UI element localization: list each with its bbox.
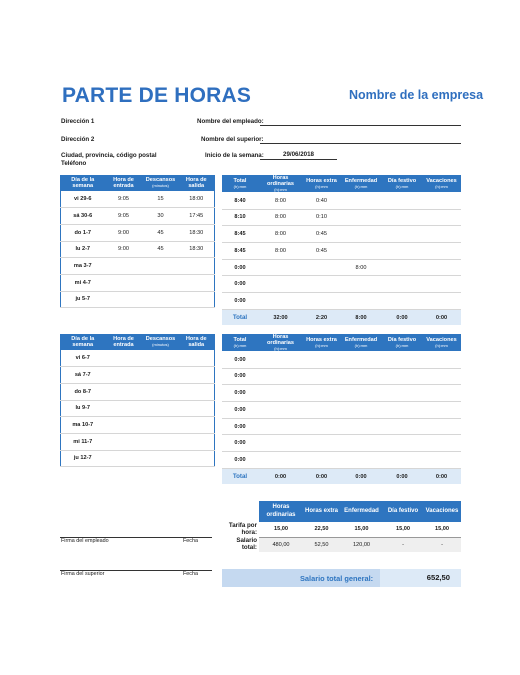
employee-name-field[interactable]: [260, 117, 461, 126]
regular-cell[interactable]: [258, 259, 303, 276]
rate-col-header: Horas ordinarias: [259, 501, 303, 522]
hourly-rate-value[interactable]: 15,00: [423, 522, 461, 537]
holiday-header-unit: (h):mm: [395, 183, 409, 189]
holiday-cell[interactable]: [382, 452, 422, 469]
col-overtime-header: [303, 175, 340, 192]
total-cell: 0:00: [222, 351, 258, 368]
address2-label: Dirección 2: [61, 136, 95, 143]
breaks-sub: (minutos): [152, 341, 169, 347]
day-cell: ma 10-7: [61, 417, 105, 434]
total-header-label: Total: [233, 178, 247, 185]
breaks-cell[interactable]: [143, 383, 179, 400]
time-in-cell[interactable]: [105, 417, 143, 434]
vacation-cell[interactable]: [422, 293, 461, 310]
table-row: [61, 291, 215, 308]
table-row: [222, 385, 461, 402]
week2-time-table: [60, 334, 215, 467]
breaks-cell[interactable]: [143, 367, 179, 384]
overtime-cell[interactable]: [303, 259, 340, 276]
total-label-cell: Total: [222, 309, 258, 325]
total-cell: 0:00: [222, 402, 258, 419]
breaks-cell[interactable]: [143, 433, 179, 450]
hourly-rate-value[interactable]: 15,00: [340, 522, 383, 537]
salary-value: 120,00: [340, 537, 383, 552]
col-out-header: Hora de salida: [179, 334, 215, 350]
table-row: [61, 367, 215, 384]
total-regular-cell: 32:00: [258, 309, 303, 325]
table-row: [222, 351, 461, 368]
sick-cell[interactable]: [340, 385, 382, 402]
salary-row: [222, 537, 461, 552]
sick-cell[interactable]: [340, 368, 382, 385]
time-in-cell[interactable]: 9:00: [105, 241, 143, 258]
total-vacation-cell: 0:00: [422, 309, 461, 325]
table-row: [222, 209, 461, 226]
vacation-cell[interactable]: [422, 351, 461, 368]
grand-total-label: Salario total general:: [300, 574, 374, 583]
sick-cell[interactable]: [340, 276, 382, 293]
supervisor-name-field[interactable]: [260, 135, 461, 144]
holiday-cell[interactable]: [382, 385, 422, 402]
total-overtime-cell: 2:20: [303, 309, 340, 325]
col-breaks-header: [143, 175, 179, 191]
rate-col-header: Vacaciones: [423, 501, 461, 522]
vacation-cell[interactable]: [422, 385, 461, 402]
time-out-cell[interactable]: 18:30: [179, 241, 215, 258]
time-in-cell[interactable]: [105, 433, 143, 450]
time-in-cell[interactable]: 9:05: [105, 191, 143, 208]
table-row: [222, 368, 461, 385]
vacation-cell[interactable]: [422, 226, 461, 243]
total-cell: 0:00: [222, 452, 258, 469]
overtime-cell[interactable]: [303, 418, 340, 435]
col-overtime-header: [303, 334, 340, 351]
total-header-unit: (h):mm: [233, 342, 247, 348]
day-cell: do 8-7: [61, 383, 105, 400]
total-cell: 8:40: [222, 192, 258, 209]
table-row: [61, 350, 215, 367]
rate-col-header: Horas extra: [303, 501, 340, 522]
holiday-header-label: Día festivo: [387, 178, 417, 185]
employee-date-label: Fecha: [183, 538, 198, 544]
table-row: [61, 383, 215, 400]
breaks-cell[interactable]: [143, 400, 179, 417]
regular-cell[interactable]: 8:00: [258, 226, 303, 243]
breaks-cell[interactable]: [143, 258, 179, 275]
vacation-cell[interactable]: [422, 452, 461, 469]
sick-cell[interactable]: [340, 209, 382, 226]
vacation-cell[interactable]: [422, 192, 461, 209]
holiday-cell[interactable]: [382, 293, 422, 310]
table-row: [61, 450, 215, 467]
day-cell: ju 12-7: [61, 450, 105, 467]
supervisor-date-label: Fecha: [183, 571, 198, 577]
col-total-header: [222, 334, 258, 351]
table-row: [222, 226, 461, 243]
time-out-cell[interactable]: 18:30: [179, 224, 215, 241]
regular-header-unit: (h):mm: [274, 186, 287, 192]
table-row: [222, 259, 461, 276]
holiday-cell[interactable]: [382, 226, 422, 243]
holiday-cell[interactable]: [382, 351, 422, 368]
day-cell: lu 2-7: [61, 241, 105, 258]
vacation-cell[interactable]: [422, 418, 461, 435]
city-label: Ciudad, provincia, código postal: [61, 152, 157, 159]
time-in-cell[interactable]: [105, 400, 143, 417]
overtime-cell[interactable]: [303, 351, 340, 368]
grand-total-value: 652,50: [380, 569, 461, 587]
time-out-cell[interactable]: [179, 258, 215, 275]
overtime-cell[interactable]: [303, 276, 340, 293]
week1-time-table: [60, 175, 215, 308]
regular-header-unit: (h):mm: [274, 345, 287, 351]
overtime-cell[interactable]: [303, 452, 340, 469]
day-cell: ma 3-7: [61, 258, 105, 275]
time-out-cell[interactable]: [179, 383, 215, 400]
time-out-cell[interactable]: [179, 367, 215, 384]
sick-header-label: Enfermedad: [344, 337, 378, 344]
table-row: [222, 243, 461, 260]
vacation-cell[interactable]: [422, 435, 461, 452]
breaks-cell[interactable]: [143, 350, 179, 367]
regular-cell[interactable]: 8:00: [258, 192, 303, 209]
week2-hours-table: [222, 334, 461, 484]
overtime-cell[interactable]: [303, 368, 340, 385]
holiday-cell[interactable]: [382, 402, 422, 419]
day-cell: sá 30-6: [61, 208, 105, 225]
regular-cell[interactable]: [258, 418, 303, 435]
day-cell: mi 11-7: [61, 433, 105, 450]
salary-value: -: [423, 537, 461, 552]
vacation-header-unit: (h):mm: [435, 183, 448, 189]
sick-cell[interactable]: [340, 351, 382, 368]
table-row: [222, 452, 461, 469]
col-vacation-header: [422, 175, 461, 192]
breaks-cell[interactable]: [143, 417, 179, 434]
total-cell: 0:00: [222, 418, 258, 435]
day-cell: vi 6-7: [61, 350, 105, 367]
supervisor-name-label: Nombre del superior:: [201, 136, 264, 143]
table-row: [222, 435, 461, 452]
time-in-cell[interactable]: [105, 258, 143, 275]
col-holiday-header: [382, 175, 422, 192]
hourly-rate-label: Tarifa por hora:: [222, 522, 259, 537]
sick-cell[interactable]: [340, 452, 382, 469]
regular-cell[interactable]: [258, 385, 303, 402]
employee-signature-label: Firma del empleado: [61, 538, 109, 544]
table-row: [61, 224, 215, 241]
time-out-cell[interactable]: [179, 400, 215, 417]
vacation-cell[interactable]: [422, 368, 461, 385]
breaks-cell[interactable]: 15: [143, 191, 179, 208]
vacation-cell[interactable]: [422, 209, 461, 226]
total-overtime-cell: 0:00: [303, 468, 340, 484]
sick-cell[interactable]: 8:00: [340, 259, 382, 276]
table-row: [61, 241, 215, 258]
day-cell: sá 7-7: [61, 367, 105, 384]
table-row: [61, 274, 215, 291]
sick-header-unit: (h):mm: [354, 342, 368, 348]
total-cell: 8:10: [222, 209, 258, 226]
overtime-cell[interactable]: [303, 385, 340, 402]
col-total-header: [222, 175, 258, 192]
vacation-header-label: Vacaciones: [426, 178, 457, 185]
day-cell: vi 29-6: [61, 191, 105, 208]
time-out-cell[interactable]: [179, 350, 215, 367]
time-in-cell[interactable]: [105, 350, 143, 367]
table-row: [222, 402, 461, 419]
col-in-header: Hora de entrada: [105, 334, 143, 350]
hourly-rate-value[interactable]: 15,00: [383, 522, 423, 537]
col-day-header: Día de la semana: [61, 334, 105, 350]
salary-label: Salario total:: [222, 537, 259, 552]
regular-cell[interactable]: [258, 402, 303, 419]
time-out-cell[interactable]: 18:00: [179, 191, 215, 208]
col-day-header: Día de la semana: [61, 175, 105, 191]
overtime-header-label: Horas extra: [306, 337, 337, 344]
hourly-rate-value[interactable]: 22,50: [303, 522, 340, 537]
breaks-cell[interactable]: 30: [143, 208, 179, 225]
holiday-cell[interactable]: [382, 259, 422, 276]
time-in-cell[interactable]: 9:00: [105, 224, 143, 241]
rate-col-header: Enfermedad: [340, 501, 383, 522]
table-row: [61, 208, 215, 225]
regular-cell[interactable]: [258, 276, 303, 293]
total-sick-cell: 8:00: [340, 309, 382, 325]
time-out-cell[interactable]: [179, 291, 215, 308]
company-name: Nombre de la empresa: [349, 88, 484, 102]
total-cell: 0:00: [222, 259, 258, 276]
page-title: PARTE DE HORAS: [62, 84, 252, 107]
time-out-cell[interactable]: 17:45: [179, 208, 215, 225]
table-row: [222, 192, 461, 209]
time-out-cell[interactable]: [179, 274, 215, 291]
time-out-cell[interactable]: [179, 433, 215, 450]
table-row: [61, 191, 215, 208]
vacation-header-label: Vacaciones: [426, 337, 457, 344]
time-out-cell[interactable]: [179, 450, 215, 467]
hourly-rate-value[interactable]: 15,00: [259, 522, 303, 537]
total-cell: 0:00: [222, 368, 258, 385]
breaks-cell[interactable]: [143, 274, 179, 291]
total-label-cell: Total: [222, 468, 258, 484]
overtime-cell[interactable]: [303, 402, 340, 419]
salary-value: 52,50: [303, 537, 340, 552]
week1-hours-table: [222, 175, 461, 325]
time-in-cell[interactable]: 9:05: [105, 208, 143, 225]
regular-cell[interactable]: [258, 435, 303, 452]
holiday-cell[interactable]: [382, 435, 422, 452]
sick-header-unit: (h):mm: [354, 183, 368, 189]
col-regular-header: [258, 334, 303, 351]
time-out-cell[interactable]: [179, 417, 215, 434]
sick-header-label: Enfermedad: [344, 178, 378, 185]
vacation-cell[interactable]: [422, 243, 461, 260]
regular-cell[interactable]: 8:00: [258, 243, 303, 260]
rates-corner: [222, 501, 259, 522]
overtime-cell[interactable]: 0:40: [303, 192, 340, 209]
sick-cell[interactable]: [340, 418, 382, 435]
table-row: [61, 400, 215, 417]
overtime-header-unit: (h):mm: [315, 342, 328, 348]
regular-header-label: Horas ordinarias: [266, 334, 295, 347]
totals-row: [222, 309, 461, 325]
regular-header-label: Horas ordinarias: [266, 175, 295, 188]
address1-label: Dirección 1: [61, 118, 95, 125]
col-in-header: Hora de entrada: [105, 175, 143, 191]
holiday-cell[interactable]: [382, 276, 422, 293]
total-cell: 8:45: [222, 243, 258, 260]
breaks-cell[interactable]: 45: [143, 241, 179, 258]
salary-value: 480,00: [259, 537, 303, 552]
overtime-header-label: Horas extra: [306, 178, 337, 185]
holiday-cell[interactable]: [382, 192, 422, 209]
total-holiday-cell: 0:00: [382, 468, 422, 484]
holiday-cell[interactable]: [382, 368, 422, 385]
week-start-value: 29/06/2018: [283, 151, 314, 158]
rates-table: [222, 501, 461, 552]
holiday-cell[interactable]: [382, 209, 422, 226]
overtime-cell[interactable]: 0:45: [303, 226, 340, 243]
holiday-header-unit: (h):mm: [395, 342, 409, 348]
table-row: [61, 417, 215, 434]
day-cell: lu 9-7: [61, 400, 105, 417]
table-row: [61, 258, 215, 275]
phone-label: Teléfono: [61, 160, 87, 167]
total-regular-cell: 0:00: [258, 468, 303, 484]
breaks-label: Descansos: [145, 177, 176, 184]
col-breaks-header: [143, 334, 179, 350]
overtime-cell[interactable]: 0:10: [303, 209, 340, 226]
breaks-label: Descansos: [145, 336, 176, 343]
total-cell: 8:45: [222, 226, 258, 243]
time-in-cell[interactable]: [105, 274, 143, 291]
breaks-cell[interactable]: [143, 291, 179, 308]
supervisor-signature-label: Firma del superior: [61, 571, 105, 577]
col-vacation-header: [422, 334, 461, 351]
breaks-sub: (minutos): [152, 182, 169, 188]
breaks-cell[interactable]: [143, 450, 179, 467]
overtime-header-unit: (h):mm: [315, 183, 328, 189]
hourly-rate-row: [222, 522, 461, 537]
breaks-cell[interactable]: 45: [143, 224, 179, 241]
overtime-cell[interactable]: 0:45: [303, 243, 340, 260]
time-in-cell[interactable]: [105, 291, 143, 308]
holiday-cell[interactable]: [382, 243, 422, 260]
rate-col-header: Día festivo: [383, 501, 423, 522]
regular-cell[interactable]: [258, 351, 303, 368]
sick-cell[interactable]: [340, 243, 382, 260]
sick-cell[interactable]: [340, 226, 382, 243]
time-in-cell[interactable]: [105, 383, 143, 400]
salary-value: -: [383, 537, 423, 552]
overtime-cell[interactable]: [303, 435, 340, 452]
table-row: [222, 418, 461, 435]
sick-cell[interactable]: [340, 435, 382, 452]
col-sick-header: [340, 175, 382, 192]
employee-name-label: Nombre del empleado:: [197, 118, 264, 125]
table-row: [61, 433, 215, 450]
total-holiday-cell: 0:00: [382, 309, 422, 325]
vacation-cell[interactable]: [422, 276, 461, 293]
col-regular-header: [258, 175, 303, 192]
total-sick-cell: 0:00: [340, 468, 382, 484]
vacation-header-unit: (h):mm: [435, 342, 448, 348]
total-cell: 0:00: [222, 276, 258, 293]
table-row: [222, 276, 461, 293]
col-out-header: Hora de salida: [179, 175, 215, 191]
total-vacation-cell: 0:00: [422, 468, 461, 484]
regular-cell[interactable]: [258, 452, 303, 469]
sick-cell[interactable]: [340, 192, 382, 209]
regular-cell[interactable]: 8:00: [258, 209, 303, 226]
day-cell: mi 4-7: [61, 274, 105, 291]
time-in-cell[interactable]: [105, 450, 143, 467]
table-row: [222, 293, 461, 310]
total-header-unit: (h):mm: [233, 183, 247, 189]
sick-cell[interactable]: [340, 293, 382, 310]
vacation-cell[interactable]: [422, 402, 461, 419]
vacation-cell[interactable]: [422, 259, 461, 276]
total-header-label: Total: [233, 337, 247, 344]
sick-cell[interactable]: [340, 402, 382, 419]
total-cell: 0:00: [222, 293, 258, 310]
col-sick-header: [340, 334, 382, 351]
holiday-header-label: Día festivo: [387, 337, 417, 344]
col-holiday-header: [382, 334, 422, 351]
total-cell: 0:00: [222, 435, 258, 452]
overtime-cell[interactable]: [303, 293, 340, 310]
totals-row: [222, 468, 461, 484]
day-cell: do 1-7: [61, 224, 105, 241]
time-in-cell[interactable]: [105, 367, 143, 384]
regular-cell[interactable]: [258, 293, 303, 310]
week-start-label: Inicio de la semana:: [205, 152, 264, 159]
regular-cell[interactable]: [258, 368, 303, 385]
day-cell: ju 5-7: [61, 291, 105, 308]
total-cell: 0:00: [222, 385, 258, 402]
holiday-cell[interactable]: [382, 418, 422, 435]
